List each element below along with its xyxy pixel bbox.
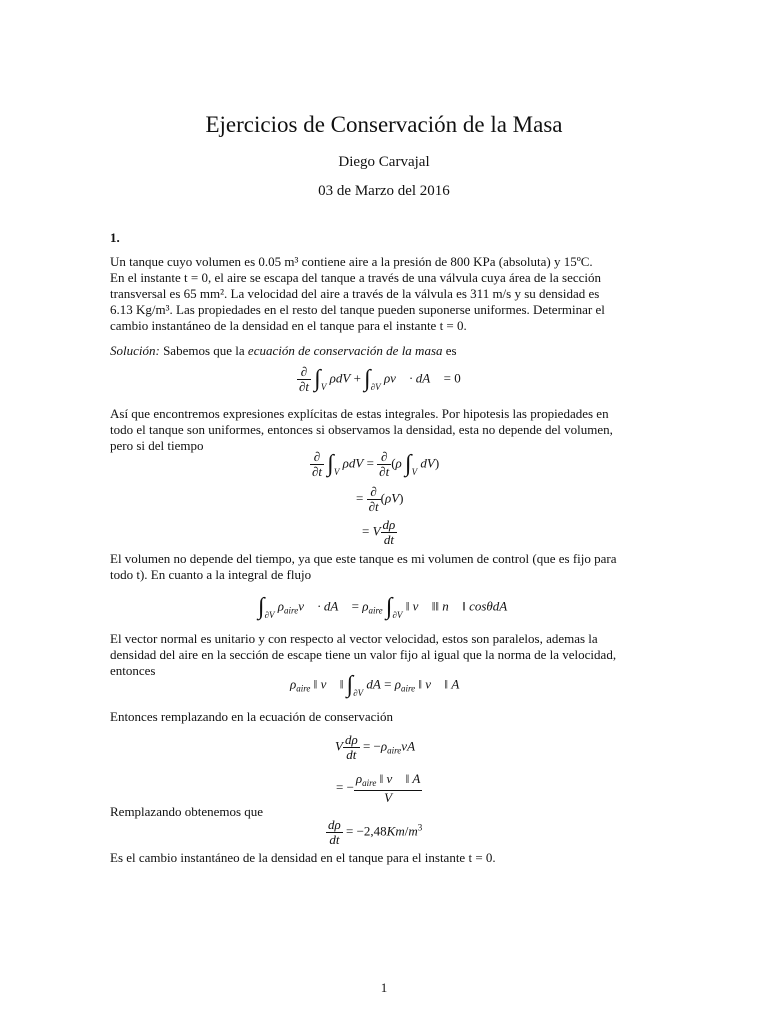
problem-line: transversal es 65 mm². La velocidad del aire a través de la válvula es 311 m/s y su densidad es — [110, 286, 600, 301]
equation-final-result: $\frac{d\rho}{dt}$ = $-2,48Km/m^3$ — [328, 817, 423, 847]
paragraph-line: El vector normal es unitario y con respecto al vector velocidad, estos son paralelos, ademas la — [110, 631, 598, 646]
equation-conservation-substituted: V $\frac{d\rho}{dt}$ = $-\rho_{aire}vA$ — [335, 732, 416, 762]
problem-statement — [110, 254, 660, 334]
paragraph-control-volume — [110, 551, 660, 583]
section-number: 1. — [110, 230, 120, 245]
equation-volume-integral: $\frac{\partial}{\partial t}$ $\int_V$ ρdV = $\frac{\partial}{\partial t}$ (ρ $\int_V$ dV) — [312, 449, 440, 479]
solution-text: Sabemos que la — [159, 343, 248, 358]
document-date: 03 de Marzo del 2016 — [318, 183, 450, 199]
equation-flux-simplified: $\rho_{aire}$ ‖ v⃗ ‖ $\int_{\partial V}$ dA = $\rho_{aire}$ ‖ v⃗ ‖ A — [290, 672, 460, 699]
equation-mass-conservation: $\frac{\partial}{\partial t}$ $\int_V$ $\rho dV + \int_{\partial V}$ ρv⃗ · dA⃗ = 0 — [299, 364, 461, 394]
paragraph-line: todo el tanque son uniformes, entonces si observamos la densidad, esta no depende del volumen, — [110, 422, 613, 437]
document-title: Ejercicios de Conservación de la Masa — [205, 112, 563, 137]
paragraph-result-intro: Remplazando obtenemos que — [110, 804, 264, 819]
paragraph-line: densidad del aire en la sección de escape tiene un valor fijo al igual que la norma de la velocidad, — [110, 647, 617, 662]
paragraph-replace: Entonces remplazando en la ecuación de conservación — [110, 709, 393, 724]
paragraph-line: pero si del tiempo — [110, 438, 204, 453]
equation-volume-step2: = $\frac{\partial}{\partial t}$ (ρV) — [356, 484, 404, 514]
paragraph-conclusion: Es el cambio instantáneo de la densidad en el tanque para el instante t = 0. — [110, 850, 496, 865]
solution-text-end: es — [442, 343, 457, 358]
equation-flux-integral: $\int_{\partial V}$ $\rho_{aire}v⃗$ · dA⃗ = $\rho_{aire}$ $\int_{\partial V}$ ‖ v⃗ ‖‖ n⃗ ‖ cosθdA — [258, 594, 508, 621]
paragraph-line: entonces — [110, 663, 156, 678]
page-number: 1 — [380, 980, 388, 995]
equation-volume-step3: = V $\frac{d\rho}{dt}$ — [362, 517, 396, 547]
problem-line: Un tanque cuyo volumen es 0.05 m³ contiene aire a la presión de 800 KPa (absoluta) y 15ºC. — [110, 254, 593, 269]
solution-intro — [110, 343, 660, 359]
solution-label: Solución: — [110, 343, 160, 358]
paragraph-line: Así que encontremos expresiones explícitas de estas integrales. Por hipotesis las propiedades en — [110, 406, 609, 421]
problem-line: 6.13 Kg/m³. Las propiedades en el resto del tanque pueden suponerse uniformes. Determinar el — [110, 302, 605, 317]
paragraph-line: todo t). En cuanto a la integral de flujo — [110, 567, 312, 582]
paragraph-uniform-properties — [110, 406, 660, 454]
document-author: Diego Carvajal — [338, 154, 430, 170]
problem-line: cambio instantáneo de la densidad en el tanque para el instante t = 0. — [110, 318, 467, 333]
solution-emphasis: ecuación de conservación de la masa — [247, 343, 443, 358]
equation-conservation-step2: = − $\frac{\rho_{aire} ‖ v⃗ ‖ A}{V}$ — [336, 771, 421, 805]
problem-line: En el instante t = 0, el aire se escapa del tanque a través de una válvula cuya área de la sección — [110, 270, 601, 285]
paragraph-line: El volumen no depende del tiempo, ya que este tanque es mi volumen de control (que es fijo para — [110, 551, 617, 566]
